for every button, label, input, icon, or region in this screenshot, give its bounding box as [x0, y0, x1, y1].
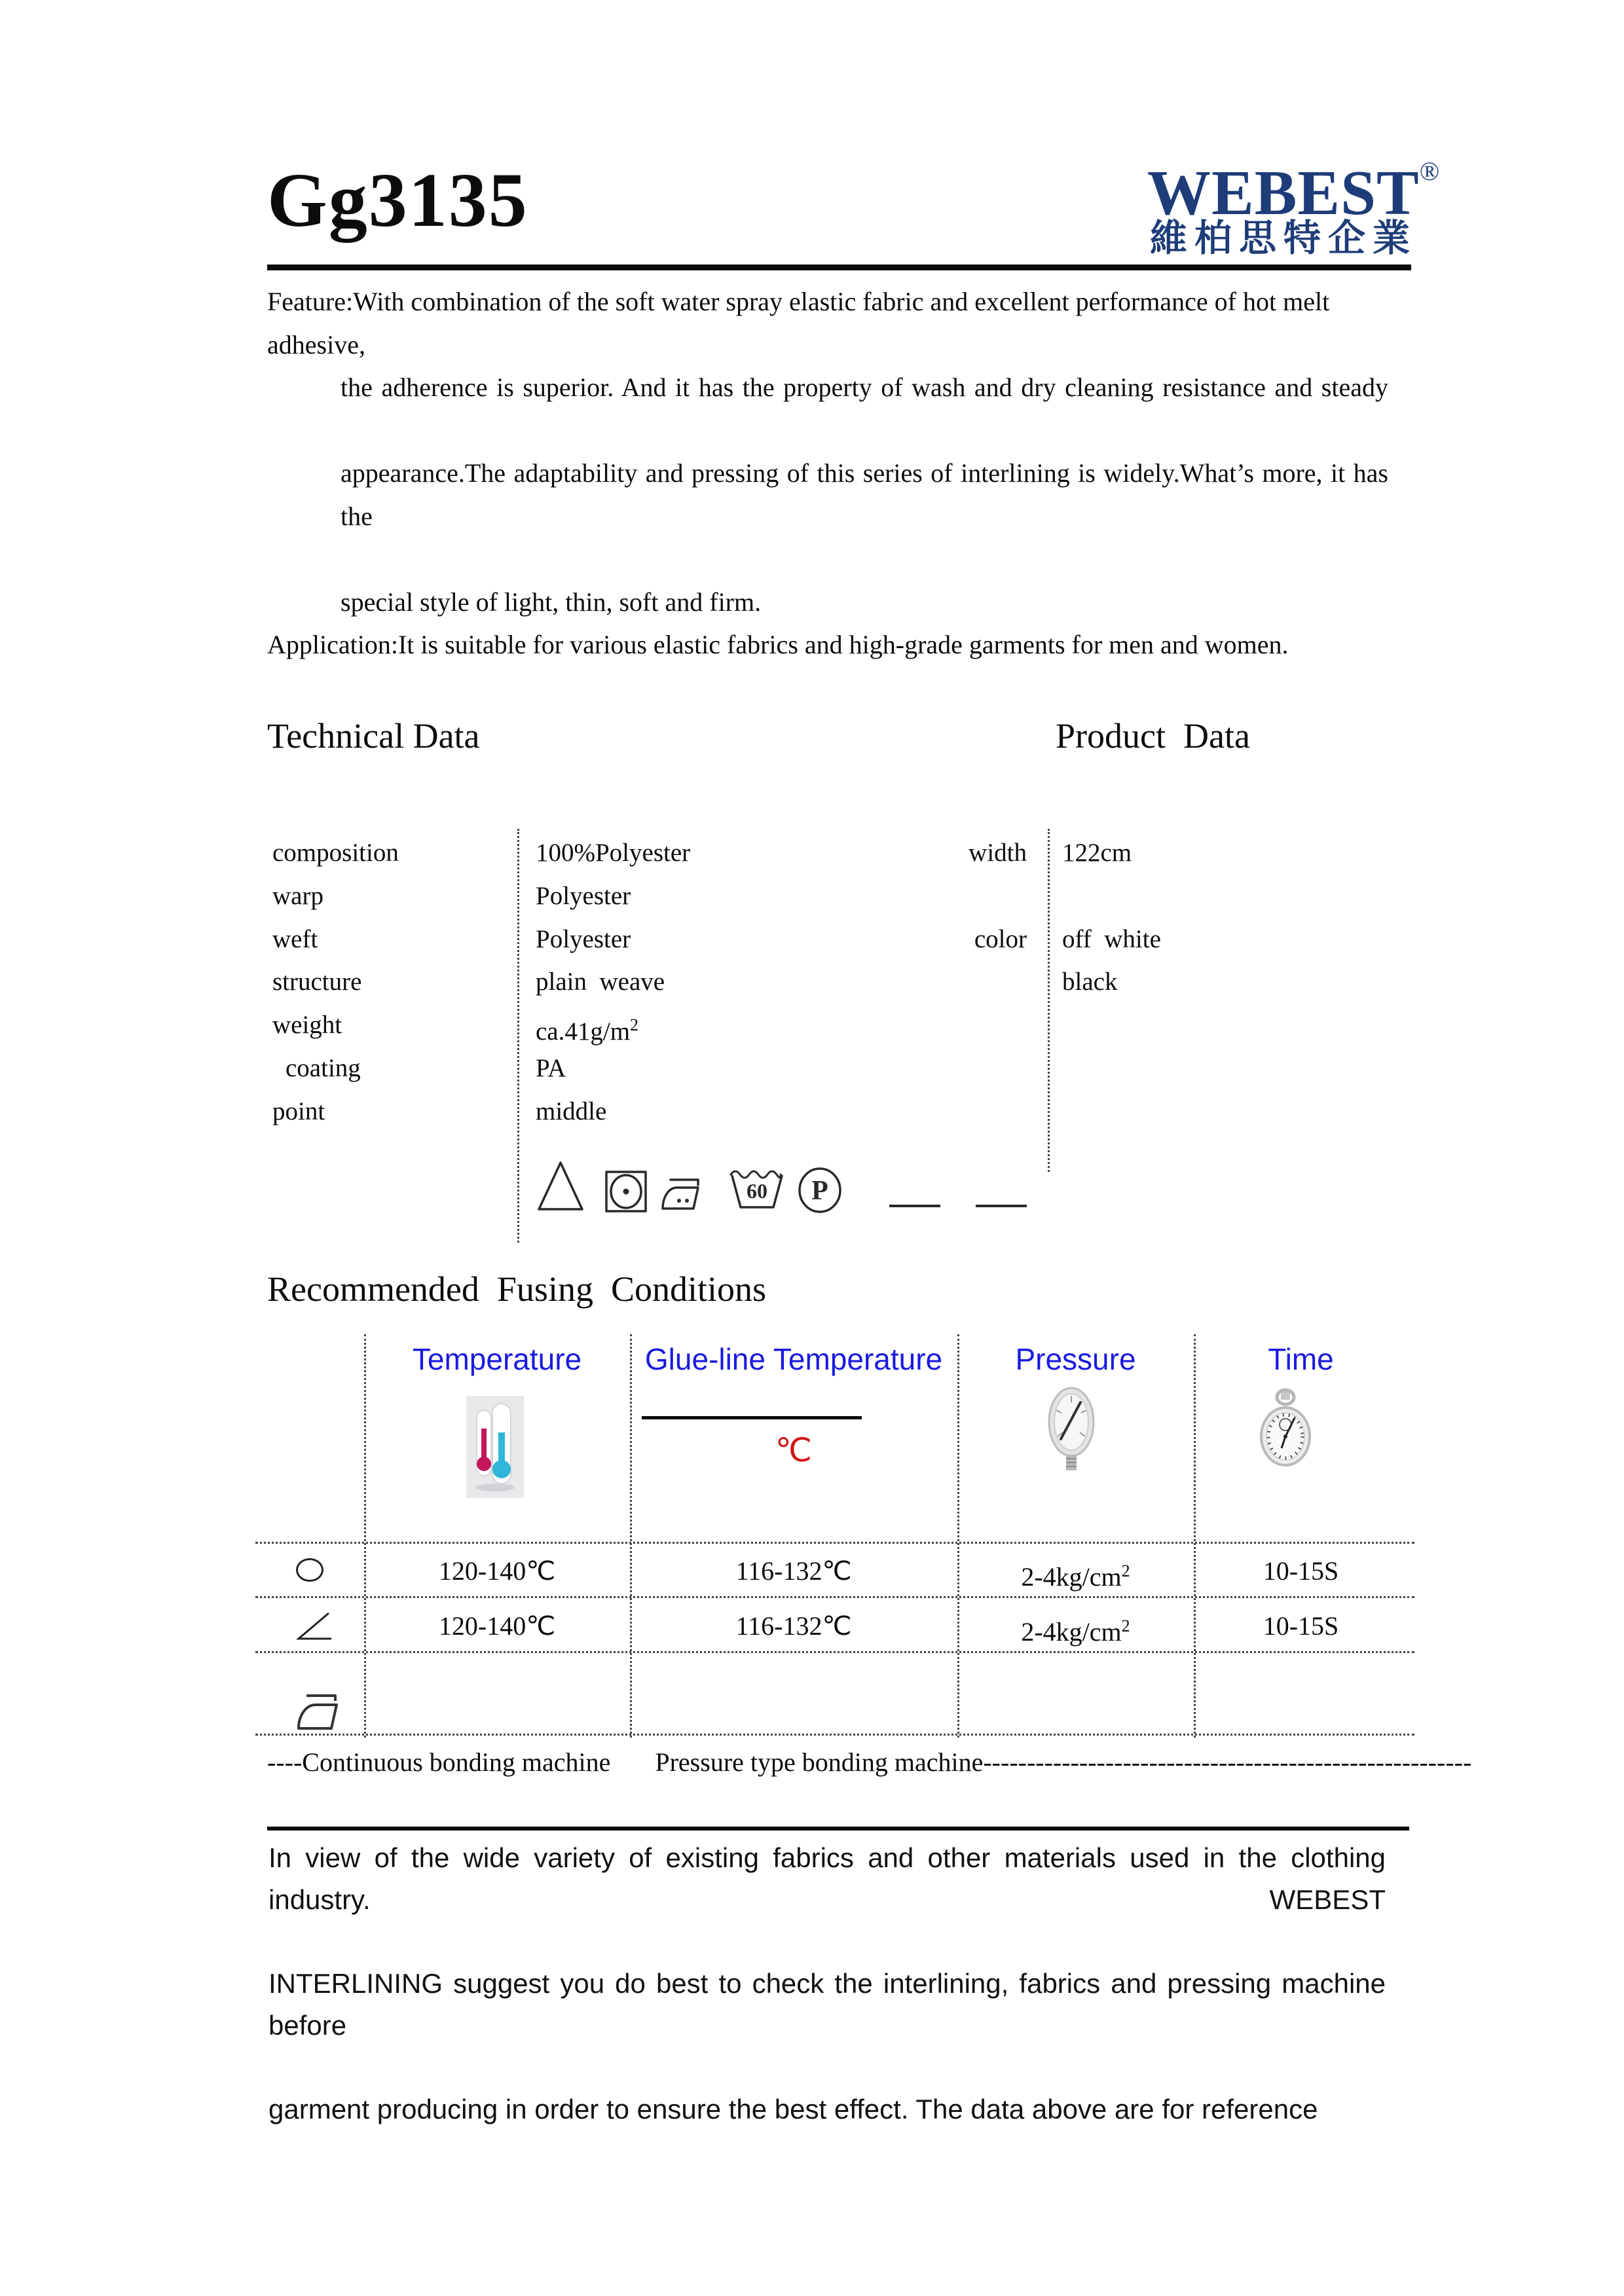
spec-value: middle [536, 1097, 607, 1125]
thermometer-icon [466, 1396, 524, 1498]
stopwatch-icon [1259, 1388, 1312, 1468]
glue-line-unit: ℃ [775, 1432, 813, 1468]
spec-value: $ca.41g/m^2$ [536, 1015, 639, 1046]
table-row [267, 831, 1410, 875]
column-header-pressure: Pressure [1015, 1342, 1136, 1376]
spec-label: composition [272, 839, 399, 867]
feature-line: appearance.The adaptability and pressing of this series of interlining is widely.What’s more, it has the [341, 458, 1388, 531]
wash-60-icon [728, 1164, 786, 1215]
dry-clean-p-icon [796, 1167, 843, 1214]
technical-data-table [267, 831, 1410, 1134]
care-placeholder-line [976, 1205, 1027, 1207]
table-row [267, 875, 1410, 918]
table-row [267, 960, 1410, 1004]
fusing-cell-pressure: $2-4kg/cm^2$ [1021, 1561, 1130, 1592]
registered-trademark-icon: ® [1419, 156, 1441, 186]
footer-line: INTERLINING suggest you do best to check the interlining, fabrics and pressing machine before [268, 1968, 1386, 2041]
fusing-cell-temperature: 120-140℃ [438, 1611, 556, 1641]
feature-line: the adherence is superior. And it has the property of wash and dry cleaning resistance and steady [341, 373, 1388, 402]
fusing-cell-time: 10-15S [1263, 1556, 1339, 1586]
fusing-row-divider [255, 1596, 1414, 1598]
svg-text:P: P [811, 1176, 828, 1206]
application-line: Application:It is suitable for various elastic fabrics and high-grade garments for men and women. [267, 630, 1289, 659]
footer-line: garment producing in order to ensure the best effect. The data above are for reference [268, 2094, 1318, 2124]
brand-wordmark: WEBEST [1147, 158, 1420, 228]
header-divider [267, 264, 1411, 270]
feature-paragraph [267, 280, 1388, 666]
fusing-column-divider [630, 1334, 632, 1738]
spec-value: PA [536, 1053, 566, 1082]
caption-continuous: ----Continuous bonding machine [267, 1747, 611, 1777]
table-row [267, 1090, 1410, 1133]
fusing-row-divider [255, 1542, 1414, 1544]
spec-value: off white [1062, 924, 1161, 953]
iron-two-dots-icon [657, 1171, 707, 1214]
spec-value: Polyester [536, 881, 631, 910]
fusing-conditions-title: Recommended Fusing Conditions [267, 1269, 766, 1309]
footer-divider [267, 1827, 1409, 1831]
fusing-column-divider [957, 1334, 959, 1738]
fusing-cell-glue-line: 116-132℃ [735, 1556, 852, 1586]
glue-line-underline [642, 1416, 862, 1419]
continuous-machine-symbol-icon [296, 1558, 323, 1582]
spec-label: warp [272, 881, 323, 910]
spec-value: plain weave [536, 968, 665, 996]
table-row [267, 918, 1410, 961]
fusing-column-divider [1194, 1334, 1196, 1738]
spec-label: width [969, 839, 1027, 867]
fusing-cell-pressure: $2-4kg/cm^2$ [1021, 1616, 1130, 1647]
feature-line: Feature:With combination of the soft water spray elastic fabric and excellent performance of hot melt adhesive, [267, 287, 1330, 359]
table-row [267, 1004, 1410, 1047]
fusing-cell-temperature: 120-140℃ [438, 1556, 556, 1586]
caption-pressure-type: Pressure type bonding machine [655, 1747, 984, 1777]
column-header-temperature: Temperature [412, 1342, 582, 1376]
spec-label: color [974, 924, 1027, 953]
spec-label: weight [272, 1011, 342, 1040]
product-data-title: Product Data [1056, 716, 1250, 756]
bleach-triangle-icon [536, 1159, 585, 1214]
spec-value: 122cm [1062, 839, 1132, 867]
footer-disclaimer [268, 1837, 1386, 2130]
fusing-row-divider [255, 1651, 1414, 1653]
pressure-machine-symbol-icon [293, 1611, 334, 1642]
care-placeholder-line [889, 1205, 940, 1207]
fusing-cell-glue-line: 116-132℃ [735, 1611, 852, 1641]
spec-label: point [272, 1097, 325, 1125]
spec-label: weft [272, 924, 318, 953]
fusing-column-divider [364, 1334, 366, 1738]
svg-text:60: 60 [747, 1179, 767, 1203]
column-header-glue-line: Glue-line Temperature [644, 1342, 943, 1376]
spec-label: coating [286, 1053, 361, 1082]
tumble-dry-icon [604, 1169, 648, 1214]
footer-line: In view of the wide variety of existing fabrics and other materials used in the clothing industry. WEBEST [268, 1842, 1386, 1915]
table-row [267, 1047, 1410, 1090]
fusing-row-divider [255, 1734, 1414, 1736]
brand-logo-cn: 維柏思特企業 [1150, 217, 1417, 259]
pressure-gauge-icon [1046, 1385, 1096, 1474]
fusing-cell-time: 10-15S [1263, 1611, 1339, 1641]
caption-trailing-dashes: -------------------------------------------------------- [983, 1747, 1472, 1777]
column-header-time: Time [1268, 1342, 1334, 1376]
technical-data-title: Technical Data [267, 716, 480, 756]
spec-value: 100%Polyester [536, 839, 691, 867]
feature-line: special style of light, thin, soft and firm. [341, 587, 762, 617]
spec-value: Polyester [536, 924, 631, 953]
spec-label: structure [272, 968, 362, 996]
hand-iron-symbol-icon [293, 1688, 344, 1734]
page-title: Gg3135 [267, 157, 528, 243]
spec-value: black [1062, 968, 1118, 996]
machine-caption [267, 1747, 1471, 1777]
